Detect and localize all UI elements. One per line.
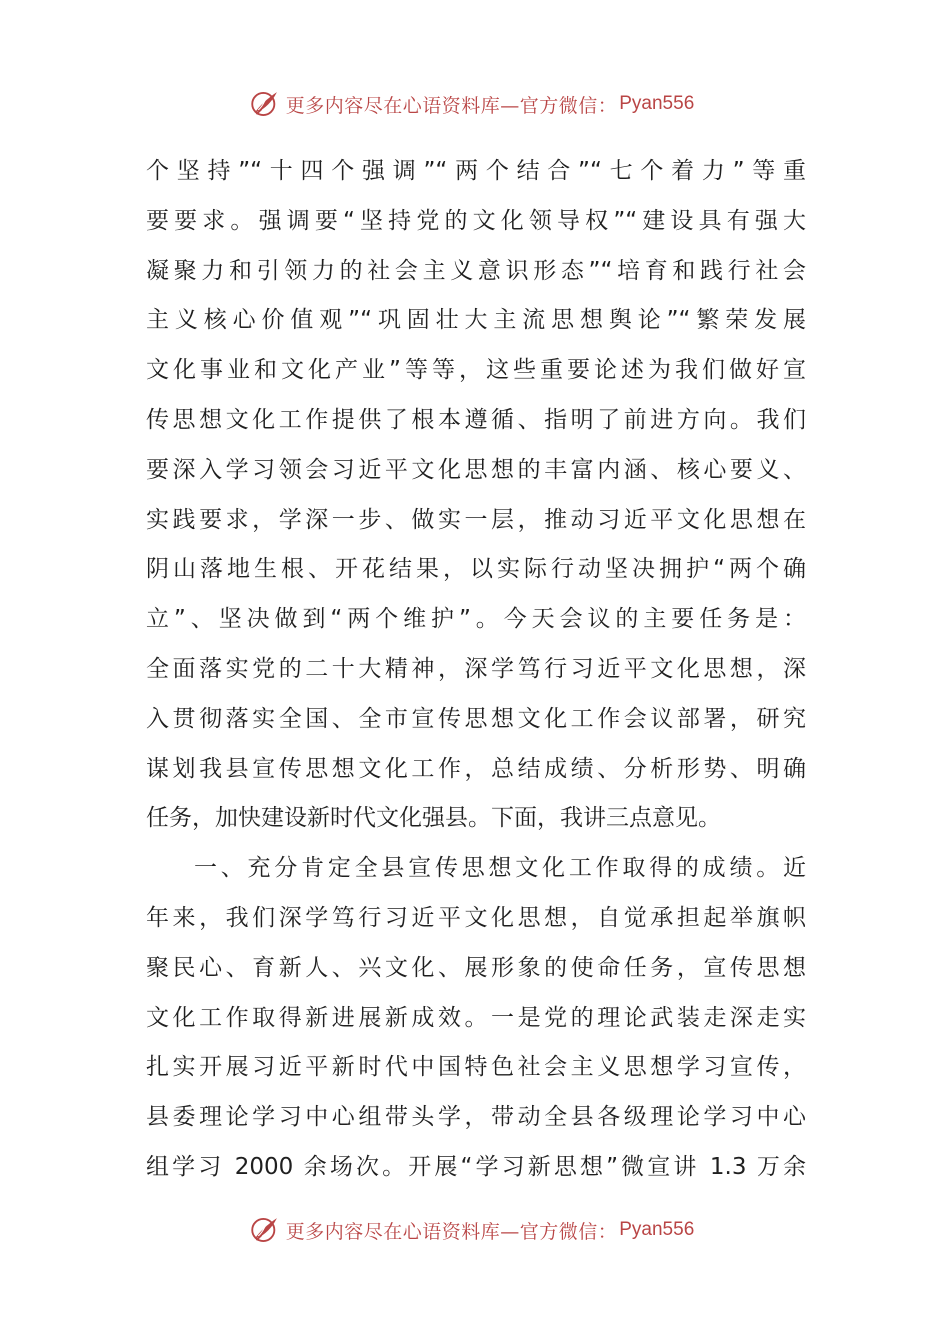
body-line: 阴山落地生根、开花结果，以实际行动坚决拥护“两个确 <box>146 556 806 583</box>
body-line: 传思想文化工作提供了根本遵循、指明了前进方向。我们 <box>146 406 806 433</box>
body-line: 全面落实党的二十大精神，深学笃行习近平文化思想，深 <box>146 655 806 682</box>
body-line: 要要求。强调要“坚持党的文化领导权”“建设具有强大 <box>146 207 806 234</box>
body-line: 聚民心、育新人、兴文化、展形象的使命任务，宣传思想 <box>146 954 806 981</box>
body-line: 扎实开展习近平新时代中国特色社会主义思想学习宣传， <box>146 1054 806 1081</box>
body-line: 任务，加快建设新时代文化强县。下面，我讲三点意见。 <box>146 805 721 832</box>
watermark-wechat-id: Pyan556 <box>619 93 695 114</box>
body-line: 立”、坚决做到“两个维护”。今天会议的主要任务是： <box>146 606 806 633</box>
body-line: 文化事业和文化产业”等等，这些重要论述为我们做好宣 <box>146 357 806 384</box>
watermark-wechat-id: Pyan556 <box>619 1219 695 1240</box>
body-line: 要深入学习领会习近平文化思想的丰富内涵、核心要义、 <box>146 456 806 483</box>
body-line: 县委理论学习中心组带头学，带动全县各级理论学习中心 <box>146 1104 806 1131</box>
footer-watermark <box>0 1210 950 1250</box>
header-watermark <box>0 84 950 124</box>
body-line: 个坚持”“十四个强调”“两个结合”“七个着力”等重 <box>146 158 806 184</box>
section-heading-line: 一、充分肯定全县宣传思想文化工作取得的成绩。近 <box>194 855 806 882</box>
document-body <box>146 147 806 1193</box>
body-line: 凝聚力和引领力的社会主义意识形态”“培育和践行社会 <box>146 257 806 284</box>
watermark-text: 更多内容尽在心语资料库—官方微信： <box>285 1220 618 1243</box>
quill-pen-logo-icon <box>248 87 282 121</box>
body-line: 主义核心价值观”“巩固壮大主流思想舆论”“繁荣发展 <box>146 307 806 334</box>
body-line: 组学习 2000 余场次。开展“学习新思想”微宣讲 1.3 万余 <box>146 1153 806 1180</box>
watermark-text: 更多内容尽在心语资料库—官方微信： <box>285 94 618 117</box>
body-line: 文化工作取得新进展新成效。一是党的理论武装走深走实 <box>146 1004 806 1031</box>
body-line: 谋划我县宣传思想文化工作，总结成绩、分析形势、明确 <box>146 755 806 782</box>
body-line: 入贯彻落实全国、全市宣传思想文化工作会议部署，研究 <box>146 705 806 732</box>
body-line: 实践要求，学深一步、做实一层，推动习近平文化思想在 <box>146 506 806 533</box>
quill-pen-logo-icon <box>248 1213 282 1247</box>
body-line: 年来，我们深学笃行习近平文化思想，自觉承担起举旗帜 <box>146 904 806 931</box>
